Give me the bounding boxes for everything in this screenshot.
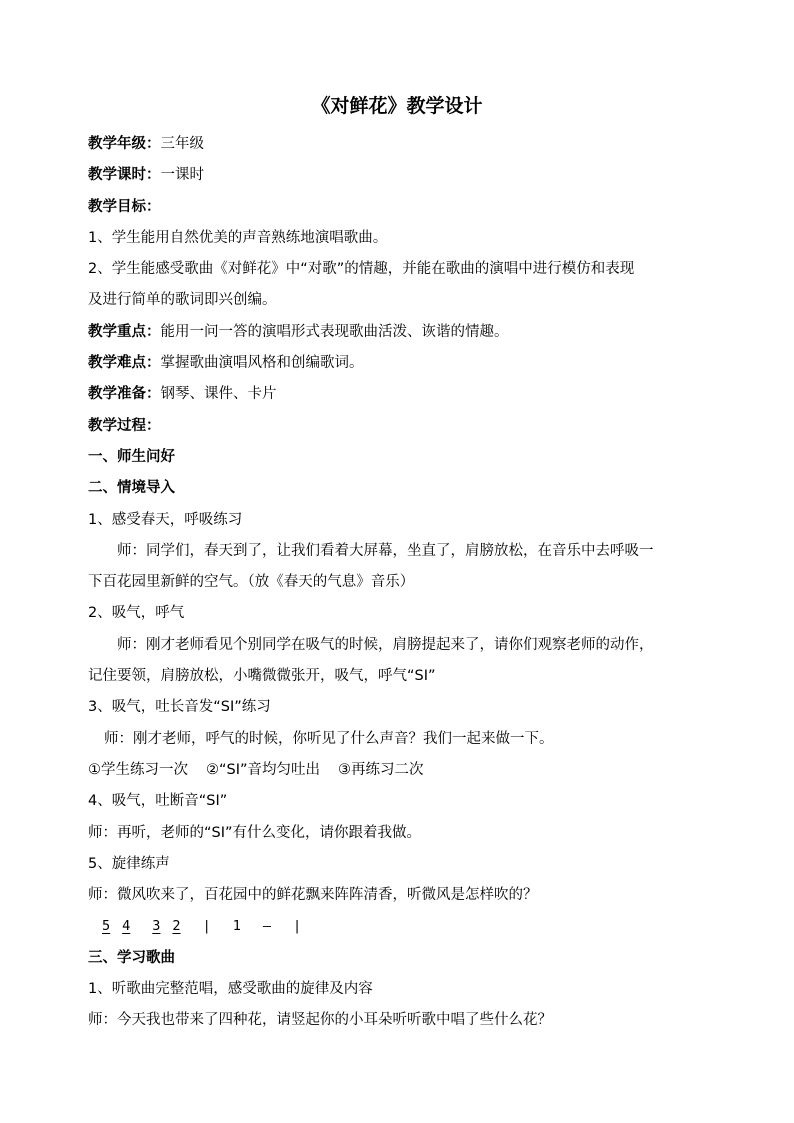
key-points-value: 能用一问一答的演唱形式表现歌曲活泼、诙谐的情趣。 (160, 323, 509, 340)
grade-value: 三年级 (160, 136, 204, 152)
section-heading-1: 一、师生问好 (88, 448, 175, 465)
step-heading: 4、吸气，吐断音“SI” (88, 793, 228, 810)
goal-2-cont: 及进行简单的歌词即兴创编。 (88, 292, 277, 309)
prep-value: 钢琴、课件、卡片 (160, 386, 277, 403)
paragraph-cont: 记住要领，肩膀放松，小嘴微微张开，吸气，呼气“SI” (88, 668, 436, 685)
paragraph: 师：同学们，春天到了，让我们看着大屏幕，坐直了，肩膀放松，在音乐中去呼吸一 (117, 542, 654, 559)
document-body (88, 129, 712, 1037)
prep-line (88, 379, 712, 410)
barline: | (202, 918, 211, 935)
step-heading: 1、感受春天，呼吸练习 (88, 511, 243, 528)
note: 3 (152, 918, 161, 935)
grade-label: 教学年级： (88, 136, 161, 152)
note: 5 (102, 918, 111, 935)
difficulties-line (88, 348, 712, 379)
period-value: 一课时 (160, 167, 204, 184)
prep-label: 教学准备： (88, 386, 161, 403)
barline: | (292, 918, 302, 935)
goals-heading: 教学目标： (88, 198, 161, 215)
music-notation (88, 911, 712, 942)
period-line (88, 160, 712, 191)
goal-2: 2、学生能感受歌曲《对鲜花》中“对歌”的情趣，并能在歌曲的演唱中进行模仿和表现 (88, 261, 635, 278)
practice-step-3: ③再练习二次 (338, 761, 424, 778)
difficulties-value: 掌握歌曲演唱风格和创编歌词。 (160, 355, 364, 372)
note: 2 (172, 918, 181, 935)
paragraph: 师：今天我也带来了四种花，请竖起你的小耳朵听听歌中唱了些什么花？ (88, 1012, 552, 1029)
practice-step-1: ①学生练习一次 (88, 761, 188, 778)
key-points-label: 教学重点： (88, 323, 161, 340)
period-label: 教学课时： (88, 167, 161, 184)
practice-steps (88, 755, 712, 786)
step-heading: 5、旋律练声 (88, 855, 170, 872)
document-title: 《对鲜花》教学设计 (311, 95, 483, 117)
difficulties-label: 教学难点： (88, 355, 161, 372)
dash: — (262, 918, 271, 935)
key-points-line (88, 317, 712, 348)
goal-1: 1、学生能用自然优美的声音熟练地演唱歌曲。 (88, 229, 388, 246)
practice-step-2: ②“SI”音均匀吐出 (206, 761, 321, 778)
paragraph-cont: 下百花园里新鲜的空气。（放《春天的气息》音乐） (88, 574, 415, 591)
paragraph: 师：刚才老师看见个别同学在吸气的时候，肩膀提起来了，请你们观察老师的动作， (117, 636, 654, 653)
process-heading: 教学过程： (88, 417, 161, 434)
step-heading: 2、吸气，呼气 (88, 605, 185, 622)
grade-line (88, 129, 712, 160)
step-heading: 3、吸气，吐长音发“SI”练习 (88, 699, 271, 716)
note: 4 (122, 918, 131, 935)
step-heading: 1、听歌曲完整范唱，感受歌曲的旋律及内容 (88, 981, 373, 998)
paragraph: 师：再听，老师的“SI”有什么变化，请你跟着我做。 (88, 824, 422, 841)
note: 1 (232, 918, 241, 935)
paragraph: 师：刚才老师，呼气的时候，你听见了什么声音？我们一起来做一下。 (104, 730, 554, 747)
paragraph: 师：微风吹来了，百花园中的鲜花飘来阵阵清香，听微风是怎样吹的？ (88, 887, 538, 904)
section-heading-3: 三、学习歌曲 (88, 949, 175, 966)
section-heading-2: 二、情境导入 (88, 480, 175, 497)
